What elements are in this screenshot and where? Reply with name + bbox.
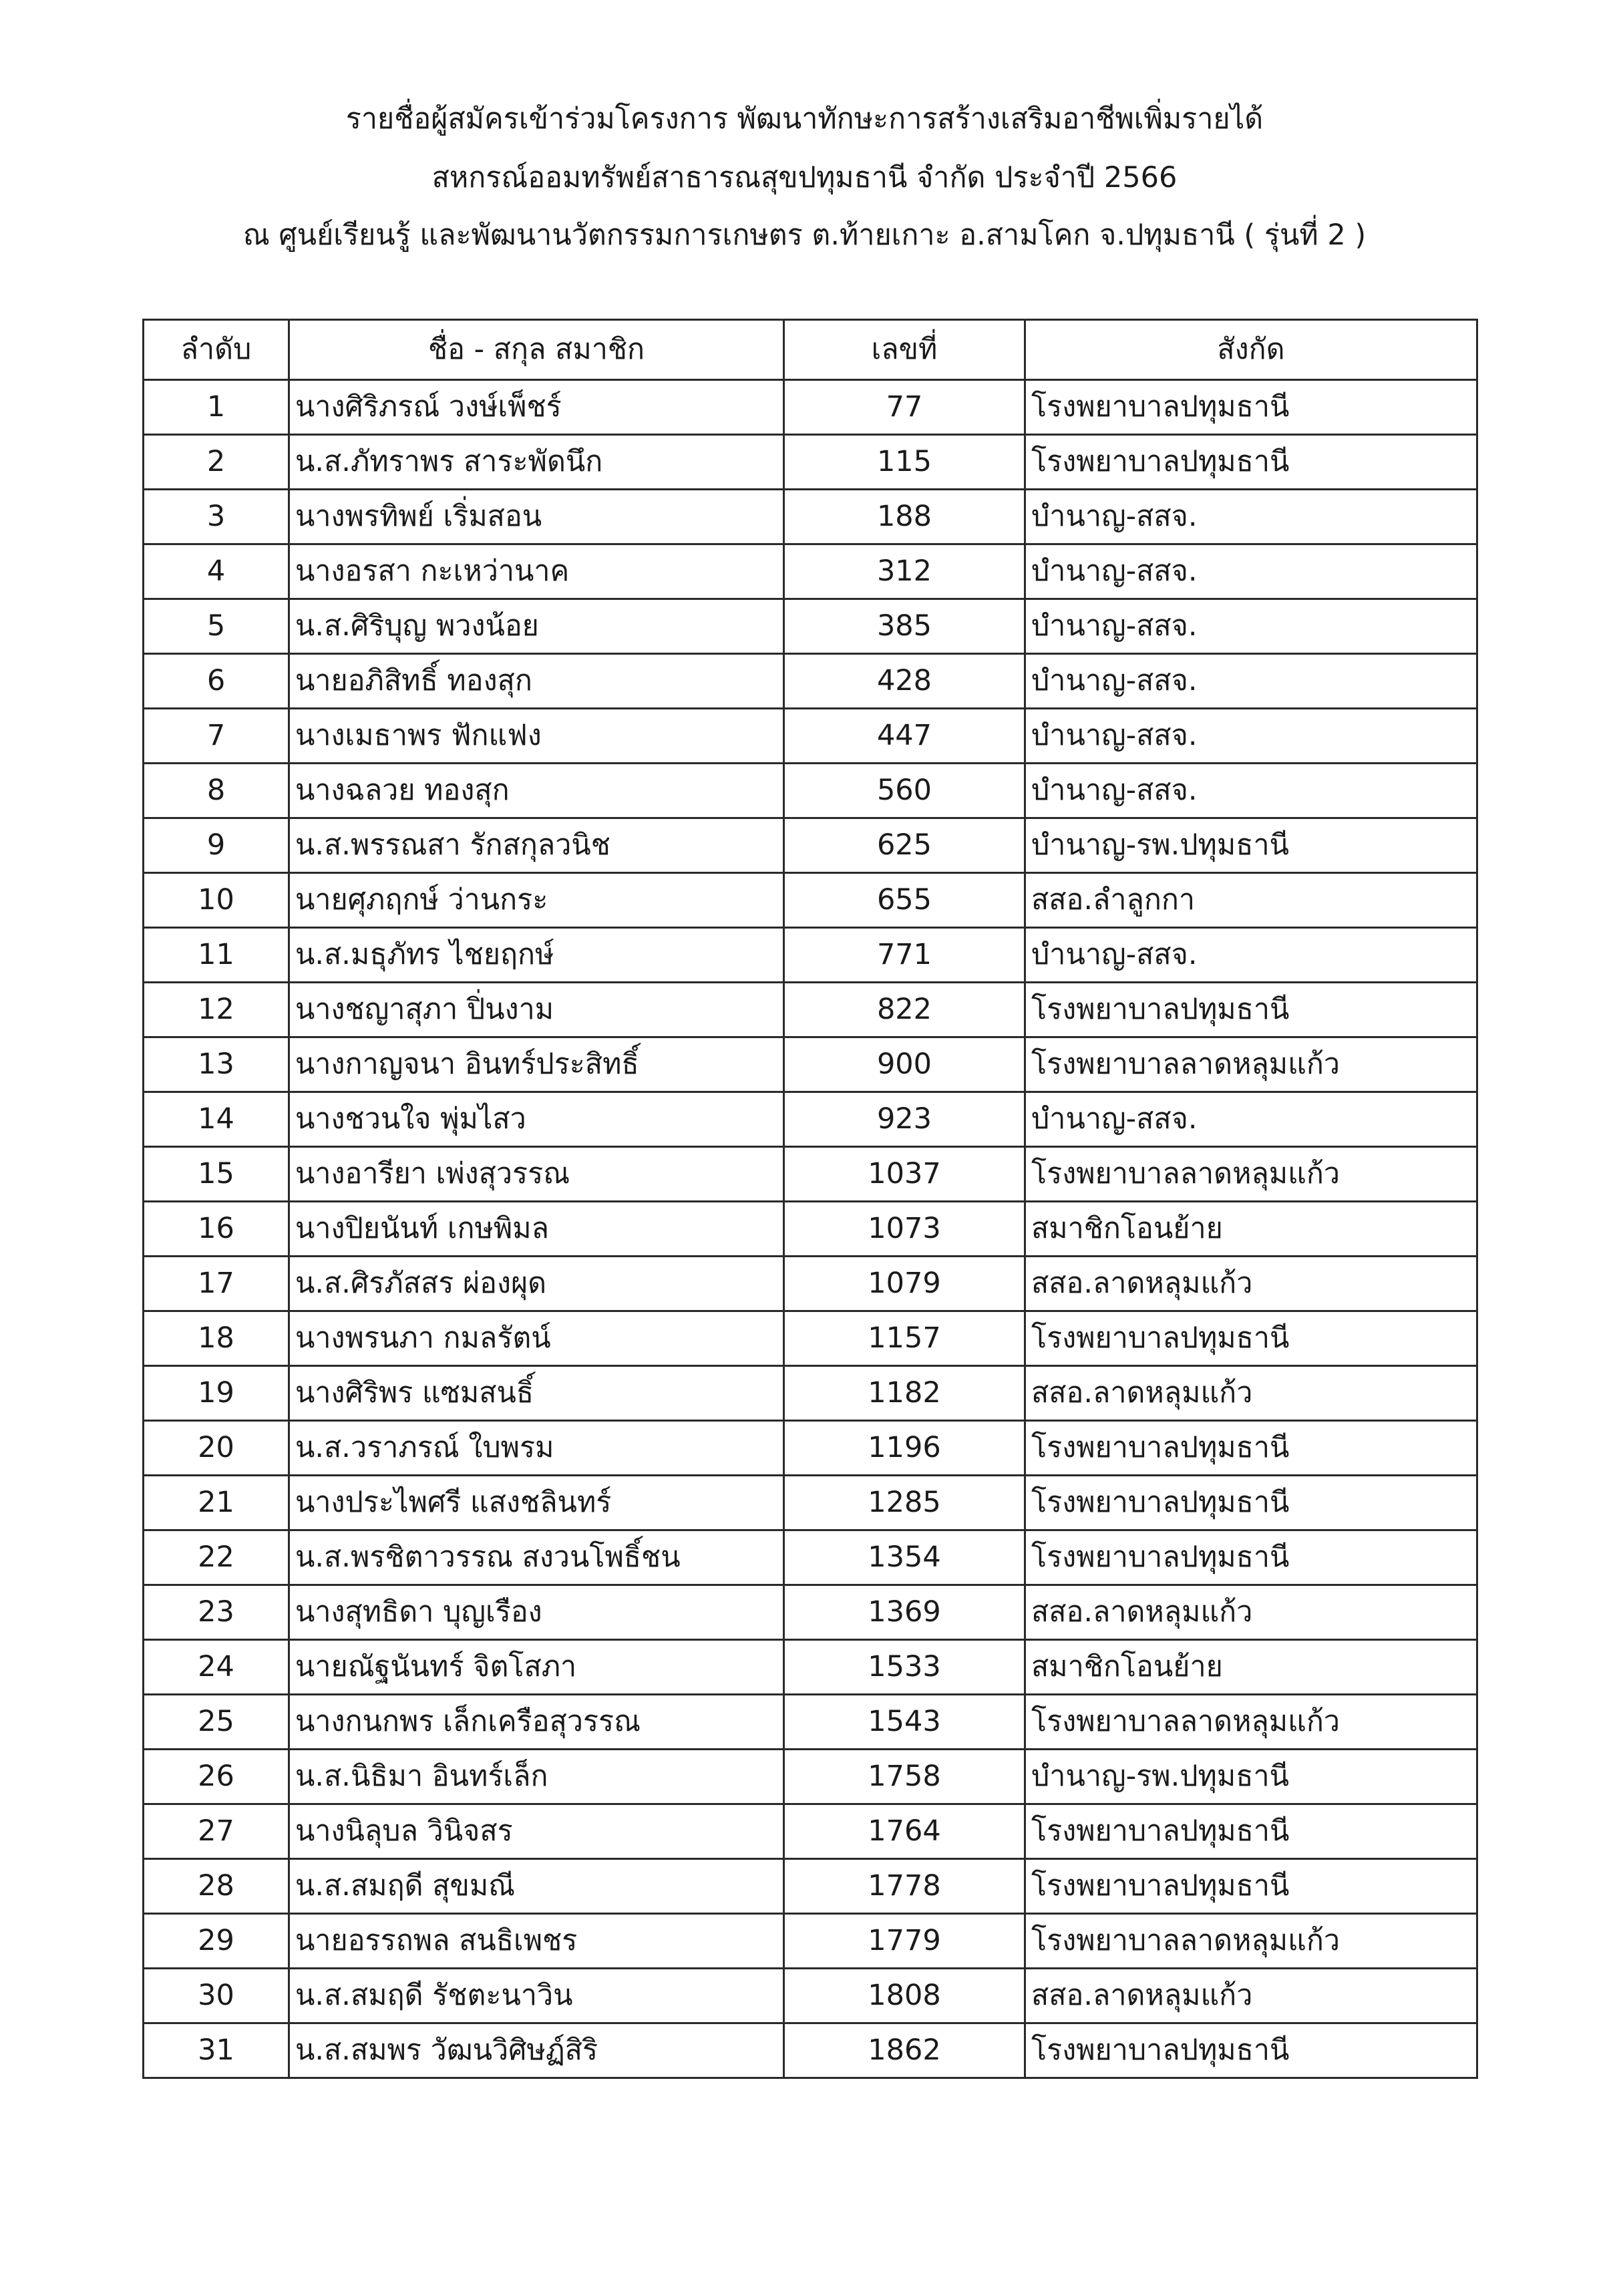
member-number: 1073	[784, 1202, 1025, 1257]
member-affiliation: บำนาญ-สสจ.	[1025, 654, 1477, 709]
table-row	[144, 435, 1477, 490]
member-number: 428	[784, 654, 1025, 709]
member-name: น.ส.ศิริบุญ พวงน้อย	[289, 599, 784, 654]
row-order-number: 17	[144, 1257, 289, 1311]
member-number: 1764	[784, 1804, 1025, 1859]
table-row	[144, 1147, 1477, 1202]
member-affiliation: โรงพยาบาลลาดหลุมแก้ว	[1025, 1037, 1477, 1092]
table-row	[144, 928, 1477, 983]
member-affiliation: บำนาญ-รพ.ปทุมธานี	[1025, 1750, 1477, 1804]
member-name: น.ส.ภัทราพร สาระพัดนึก	[289, 435, 784, 490]
member-affiliation: โรงพยาบาลปทุมธานี	[1025, 983, 1477, 1037]
member-name: นางพรทิพย์ เริ่มสอน	[289, 490, 784, 544]
member-affiliation: สสอ.ลำลูกกา	[1025, 873, 1477, 928]
member-name: น.ส.สมพร วัฒนวิศิษฏ์สิริ	[289, 2023, 784, 2078]
member-name: นางชวนใจ พุ่มไสว	[289, 1092, 784, 1147]
member-number: 1808	[784, 1969, 1025, 2023]
table-row	[144, 764, 1477, 818]
member-name: น.ส.นิธิมา อินทร์เล็ก	[289, 1750, 784, 1804]
title-line-2: สหกรณ์ออมทรัพย์สาธารณสุขปทุมธานี จำกัด ประจำปี 2566	[431, 161, 1178, 194]
table-row	[144, 1037, 1477, 1092]
member-table	[142, 319, 1478, 2079]
table-row	[144, 1530, 1477, 1585]
member-affiliation: สมาชิกโอนย้าย	[1025, 1202, 1477, 1257]
member-number: 560	[784, 764, 1025, 818]
member-number: 1037	[784, 1147, 1025, 1202]
row-order-number: 20	[144, 1421, 289, 1476]
member-name: นางกนกพร เล็กเครือสุวรรณ	[289, 1695, 784, 1750]
member-affiliation: โรงพยาบาลปทุมธานี	[1025, 435, 1477, 490]
table-row	[144, 380, 1477, 435]
member-name: น.ส.สมฤดี สุขมณี	[289, 1859, 784, 1914]
table-row	[144, 1804, 1477, 1859]
member-affiliation: บำนาญ-รพ.ปทุมธานี	[1025, 818, 1477, 873]
table-row	[144, 1421, 1477, 1476]
member-number: 900	[784, 1037, 1025, 1092]
member-name: น.ส.ศิรภัสสร ผ่องผุด	[289, 1257, 784, 1311]
member-name: น.ส.สมฤดี รัชตะนาวิน	[289, 1969, 784, 2023]
column-header-name: ชื่อ - สกุล สมาชิก	[289, 320, 784, 380]
table-row	[144, 1585, 1477, 1640]
member-name: น.ส.พรชิตาวรรณ สงวนโพธิ์ชน	[289, 1530, 784, 1585]
row-order-number: 27	[144, 1804, 289, 1859]
member-number: 771	[784, 928, 1025, 983]
table-row	[144, 818, 1477, 873]
member-name: นางชญาสุภา ปิ่นงาม	[289, 983, 784, 1037]
member-affiliation: สมาชิกโอนย้าย	[1025, 1640, 1477, 1695]
table-row	[144, 1969, 1477, 2023]
member-affiliation: บำนาญ-สสจ.	[1025, 1092, 1477, 1147]
table-header	[144, 320, 1477, 380]
row-order-number: 7	[144, 709, 289, 764]
member-affiliation: สสอ.ลาดหลุมแก้ว	[1025, 1257, 1477, 1311]
member-affiliation: โรงพยาบาลลาดหลุมแก้ว	[1025, 1147, 1477, 1202]
member-number: 923	[784, 1092, 1025, 1147]
table-row	[144, 873, 1477, 928]
member-name: นางพรนภา กมลรัตน์	[289, 1311, 784, 1366]
row-order-number: 1	[144, 380, 289, 435]
row-order-number: 12	[144, 983, 289, 1037]
member-number: 1543	[784, 1695, 1025, 1750]
member-affiliation: สสอ.ลาดหลุมแก้ว	[1025, 1585, 1477, 1640]
member-name: นางอารียา เพ่งสุวรรณ	[289, 1147, 784, 1202]
table-row	[144, 1092, 1477, 1147]
table-row	[144, 709, 1477, 764]
member-name: น.ส.พรรณสา รักสกุลวนิช	[289, 818, 784, 873]
row-order-number: 22	[144, 1530, 289, 1585]
row-order-number: 13	[144, 1037, 289, 1092]
row-order-number: 10	[144, 873, 289, 928]
member-number: 822	[784, 983, 1025, 1037]
member-affiliation: สสอ.ลาดหลุมแก้ว	[1025, 1969, 1477, 2023]
member-affiliation: บำนาญ-สสจ.	[1025, 764, 1477, 818]
member-affiliation: สสอ.ลาดหลุมแก้ว	[1025, 1366, 1477, 1421]
member-name: นางสุทธิดา บุญเรือง	[289, 1585, 784, 1640]
row-order-number: 3	[144, 490, 289, 544]
member-name: นางอรสา กะเหว่านาค	[289, 544, 784, 599]
table-row	[144, 1695, 1477, 1750]
member-affiliation: โรงพยาบาลปทุมธานี	[1025, 1311, 1477, 1366]
member-number: 1285	[784, 1476, 1025, 1530]
row-order-number: 29	[144, 1914, 289, 1969]
title-line-1: รายชื่อผู้สมัครเข้าร่วมโครงการ พัฒนาทักษะการสร้างเสริมอาชีพเพิ่มรายได้	[345, 102, 1264, 136]
table-row	[144, 1257, 1477, 1311]
table-row	[144, 983, 1477, 1037]
row-order-number: 11	[144, 928, 289, 983]
member-number: 312	[784, 544, 1025, 599]
row-order-number: 9	[144, 818, 289, 873]
member-number: 1079	[784, 1257, 1025, 1311]
row-order-number: 26	[144, 1750, 289, 1804]
member-affiliation: โรงพยาบาลปทุมธานี	[1025, 1421, 1477, 1476]
member-affiliation: โรงพยาบาลปทุมธานี	[1025, 1476, 1477, 1530]
member-name: นางกาญจนา อินทร์ประสิทธิ์	[289, 1037, 784, 1092]
table-row	[144, 1859, 1477, 1914]
member-affiliation: โรงพยาบาลปทุมธานี	[1025, 380, 1477, 435]
member-affiliation: โรงพยาบาลลาดหลุมแก้ว	[1025, 1695, 1477, 1750]
table-row	[144, 1311, 1477, 1366]
row-order-number: 2	[144, 435, 289, 490]
member-affiliation: โรงพยาบาลปทุมธานี	[1025, 1804, 1477, 1859]
table-row	[144, 1366, 1477, 1421]
row-order-number: 14	[144, 1092, 289, 1147]
table-row	[144, 2023, 1477, 2078]
table-row	[144, 599, 1477, 654]
member-number: 1778	[784, 1859, 1025, 1914]
member-name: นายศุภฤกษ์ ว่านกระ	[289, 873, 784, 928]
member-name: นางประไพศรี แสงชลินทร์	[289, 1476, 784, 1530]
member-name: นางนิลุบล วินิจสร	[289, 1804, 784, 1859]
member-name: นายอภิสิทธิ์ ทองสุก	[289, 654, 784, 709]
table-row	[144, 1640, 1477, 1695]
row-order-number: 31	[144, 2023, 289, 2078]
member-affiliation: บำนาญ-สสจ.	[1025, 709, 1477, 764]
row-order-number: 25	[144, 1695, 289, 1750]
row-order-number: 23	[144, 1585, 289, 1640]
row-order-number: 16	[144, 1202, 289, 1257]
row-order-number: 6	[144, 654, 289, 709]
member-name: นางศิริพร แซมสนธิ์	[289, 1366, 784, 1421]
table-body	[144, 380, 1477, 2078]
member-number: 188	[784, 490, 1025, 544]
member-number: 1157	[784, 1311, 1025, 1366]
row-order-number: 24	[144, 1640, 289, 1695]
table-row	[144, 1750, 1477, 1804]
table-row	[144, 654, 1477, 709]
member-number: 1779	[784, 1914, 1025, 1969]
table-row	[144, 1476, 1477, 1530]
member-affiliation: บำนาญ-สสจ.	[1025, 928, 1477, 983]
member-number: 655	[784, 873, 1025, 928]
member-number: 1758	[784, 1750, 1025, 1804]
row-order-number: 21	[144, 1476, 289, 1530]
member-affiliation: โรงพยาบาลปทุมธานี	[1025, 1530, 1477, 1585]
member-number: 1369	[784, 1585, 1025, 1640]
member-number: 1196	[784, 1421, 1025, 1476]
member-affiliation: โรงพยาบาลปทุมธานี	[1025, 2023, 1477, 2078]
member-number: 115	[784, 435, 1025, 490]
member-name: น.ส.มธุภัทร ไชยฤกษ์	[289, 928, 784, 983]
row-order-number: 4	[144, 544, 289, 599]
member-name: นายอรรถพล สนธิเพชร	[289, 1914, 784, 1969]
member-name: นางเมธาพร ฟักแฟง	[289, 709, 784, 764]
member-name: นางฉลวย ทองสุก	[289, 764, 784, 818]
column-header-order: ลำดับ	[144, 320, 289, 380]
header-row	[144, 320, 1477, 380]
member-number: 1354	[784, 1530, 1025, 1585]
title-line-3: ณ ศูนย์เรียนรู้ และพัฒนานวัตกรรมการเกษตร ต.ท้ายเกาะ อ.สามโคก จ.ปทุมธานี ( รุ่นที่ 2 )	[242, 218, 1367, 252]
row-order-number: 30	[144, 1969, 289, 2023]
column-header-affiliation: สังกัด	[1025, 320, 1477, 380]
row-order-number: 5	[144, 599, 289, 654]
row-order-number: 19	[144, 1366, 289, 1421]
member-number: 1533	[784, 1640, 1025, 1695]
member-number: 1862	[784, 2023, 1025, 2078]
table-row	[144, 544, 1477, 599]
member-name: นางศิริภรณ์ วงษ์เพ็ชร์	[289, 380, 784, 435]
member-number: 1182	[784, 1366, 1025, 1421]
member-name: น.ส.วราภรณ์ ใบพรม	[289, 1421, 784, 1476]
member-affiliation: บำนาญ-สสจ.	[1025, 490, 1477, 544]
member-number: 77	[784, 380, 1025, 435]
member-number: 447	[784, 709, 1025, 764]
table-row	[144, 1914, 1477, 1969]
member-affiliation: บำนาญ-สสจ.	[1025, 599, 1477, 654]
row-order-number: 15	[144, 1147, 289, 1202]
member-affiliation: โรงพยาบาลลาดหลุมแก้ว	[1025, 1914, 1477, 1969]
row-order-number: 28	[144, 1859, 289, 1914]
row-order-number: 18	[144, 1311, 289, 1366]
table-row	[144, 1202, 1477, 1257]
member-name: นางปิยนันท์ เกษพิมล	[289, 1202, 784, 1257]
column-header-number: เลขที่	[784, 320, 1025, 380]
member-affiliation: บำนาญ-สสจ.	[1025, 544, 1477, 599]
table-row	[144, 490, 1477, 544]
member-number: 625	[784, 818, 1025, 873]
member-number: 385	[784, 599, 1025, 654]
member-affiliation: โรงพยาบาลปทุมธานี	[1025, 1859, 1477, 1914]
member-name: นายณัฐนันทร์ จิตโสภา	[289, 1640, 784, 1695]
row-order-number: 8	[144, 764, 289, 818]
